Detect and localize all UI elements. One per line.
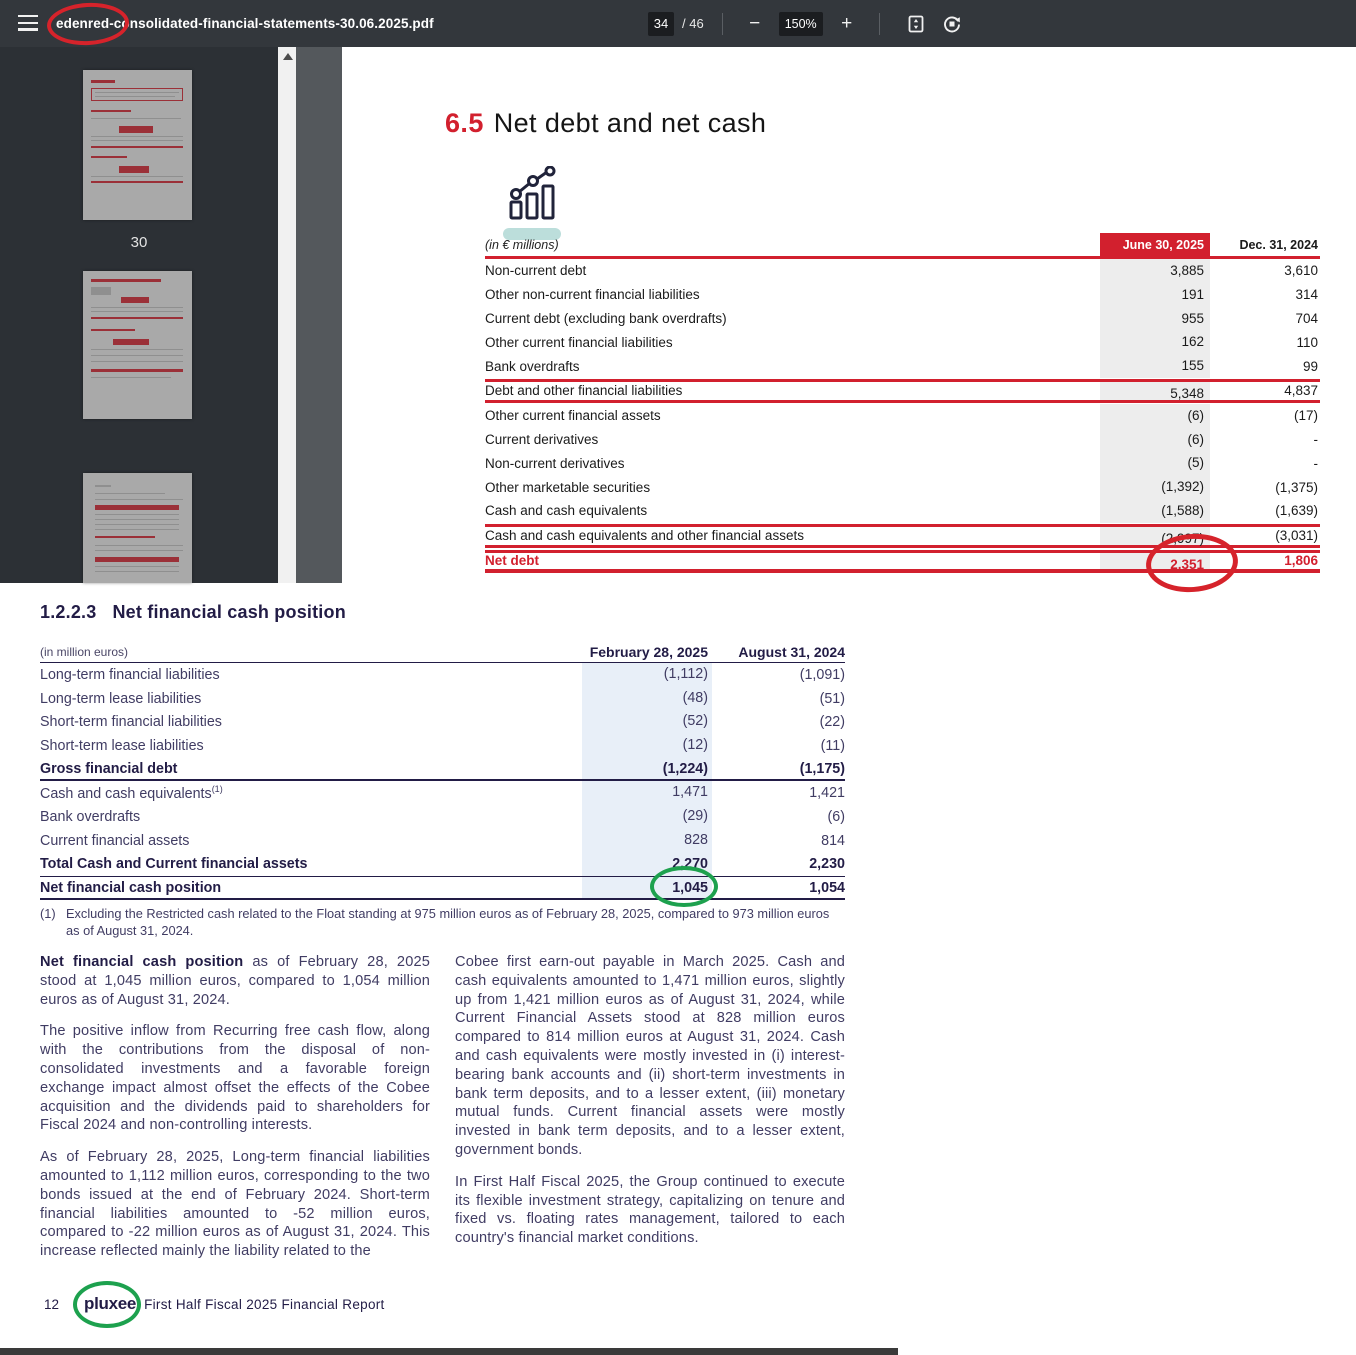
table-row: Bank overdrafts (29) (6) bbox=[40, 805, 845, 829]
table-row: Other non-current financial liabilities 191 314 bbox=[485, 283, 1320, 307]
table-row-subtotal: Debt and other financial liabilities 5,348 4,837 bbox=[485, 379, 1320, 403]
toolbar-divider bbox=[722, 13, 723, 35]
bottom-bar bbox=[0, 1348, 898, 1355]
table-header-row bbox=[485, 234, 1320, 259]
zoom-level[interactable]: 150% bbox=[779, 12, 823, 36]
section-title-net-debt: 6.5 Net debt and net cash bbox=[445, 108, 767, 138]
body-paragraph: The positive inflow from Recurring free cash flow, along with the contributions from the disposal of non-consolidated investments and a favorable foreign exchange impact almost offset the effects of the Cobee acquisition and the dividends paid to shareholders for Fiscal 2024 and non-controlling interests. bbox=[40, 1023, 430, 1134]
body-paragraph: Net financial cash position as of February 28, 2025 stood at 1,045 million euros, compared to 1,054 million euros as of August 31, 2024. bbox=[40, 954, 430, 1008]
page-thumbnail-32[interactable] bbox=[83, 473, 192, 583]
body-paragraph: As of February 28, 2025, Long-term financial liabilities amounted to 1,112 million euros, corresponding to the two bonds issued at the end of February 2024. Short-term financial liabilities amounted to -52 million euros, compared to -22 million euros as of August 31, 2024. This increase reflected mainly the liability related to the bbox=[40, 1149, 430, 1260]
unit-label: (in million euros) bbox=[40, 644, 129, 659]
column-header-feb-2025: February 28, 2025 bbox=[589, 643, 708, 660]
pluxee-logo: pluxee bbox=[84, 1294, 137, 1313]
table-row-net-financial-cash-position: Net financial cash position 1,045 1,054 bbox=[40, 876, 845, 900]
column-header-dec-2024: Dec. 31, 2024 bbox=[1239, 238, 1318, 252]
thumbnail-label-30: 30 bbox=[130, 234, 148, 251]
net-financial-cash-table bbox=[40, 641, 845, 900]
rotate-icon bbox=[942, 14, 962, 34]
table-row: Current debt (excluding bank overdrafts) 955 704 bbox=[485, 307, 1320, 331]
table-row: Non-current derivatives (5) - bbox=[485, 451, 1320, 475]
fit-page-icon bbox=[906, 14, 926, 34]
footer-page-number: 12 bbox=[44, 1296, 60, 1312]
toolbar-divider bbox=[879, 13, 880, 35]
table-row: Short-term financial liabilities (52) (22) bbox=[40, 710, 845, 734]
page-thumbnail-30[interactable] bbox=[83, 70, 192, 220]
zoom-in-button[interactable]: + bbox=[841, 12, 853, 34]
footnote-text: Excluding the Restricted cash related to the Float standing at 975 million euros as of February 28, 2025, compared to 973 million euros as of August 31, 2024. bbox=[66, 906, 830, 938]
table-row: Bank overdrafts 155 99 bbox=[485, 354, 1320, 378]
body-paragraph: Cobee first earn-out payable in March 2025. Cash and cash equivalents amounted to 1,471 million euros, slightly up from 1,421 million euros as of August 31, 2024, while Current Financial Assets stood at 828 million euros compared to 814 million euros at August 31, 2024. Cash and cash equivalents were mostly invested in (i) interest-bearing bank accounts and (ii) short-term investments in bank term deposits, and to a lesser extent, (iii) monetary mutual funds. Current financial assets were mostly invested in bank term deposits, and to a lesser extent, government bonds. bbox=[455, 954, 845, 1158]
table-row: Other current financial assets (6) (17) bbox=[485, 404, 1320, 428]
table-row: Cash and cash equivalents (1,588) (1,639) bbox=[485, 499, 1320, 523]
body-text-right-column bbox=[455, 953, 845, 1261]
page-count: / 46 bbox=[682, 16, 704, 31]
table-row: Short-term lease liabilities (12) (11) bbox=[40, 734, 845, 758]
viewer-background bbox=[296, 47, 342, 583]
table-row-net-debt: Net debt 2,351 1,806 bbox=[485, 550, 1320, 574]
menu-icon[interactable] bbox=[18, 15, 38, 31]
rotate-button[interactable] bbox=[938, 10, 966, 38]
unit-label: (in € millions) bbox=[485, 238, 559, 252]
table-row: Non-current debt 3,885 3,610 bbox=[485, 259, 1320, 283]
footnote-reference: (1) bbox=[211, 784, 223, 795]
footnote bbox=[40, 906, 846, 939]
footnote-marker: (1) bbox=[40, 906, 56, 921]
table-row: Other current financial liabilities 162 110 bbox=[485, 330, 1320, 354]
report-title: First Half Fiscal 2025 Financial Report bbox=[144, 1296, 385, 1312]
section-number: 6.5 bbox=[445, 108, 484, 138]
page-number-input[interactable]: 34 bbox=[648, 12, 674, 36]
table-row-subtotal: Cash and cash equivalents and other financial assets (2,997) (3,031) bbox=[485, 524, 1320, 548]
body-paragraph: In First Half Fiscal 2025, the Group continued to execute its flexible investment strategy, capitalizing on tenure and fixed vs. floating rates management, tailored to each country's financial market conditions. bbox=[455, 1173, 845, 1247]
thumbnails-scrollbar[interactable] bbox=[278, 47, 296, 583]
table-header-row bbox=[40, 641, 845, 663]
table-row: Current financial assets 828 814 bbox=[40, 829, 845, 853]
fit-page-button[interactable] bbox=[902, 10, 930, 38]
scroll-up-icon[interactable] bbox=[283, 53, 293, 60]
body-text-left-column bbox=[40, 953, 430, 1274]
toolbar-controls bbox=[648, 0, 970, 47]
table-row: Cash and cash equivalents$^{(1)}$ 1,471 1,421 bbox=[40, 781, 845, 805]
table-row-gross-financial-debt: Gross financial debt (1,224) (1,175) bbox=[40, 758, 845, 782]
thumbnails-panel bbox=[0, 47, 278, 583]
table-row: Current derivatives (6) - bbox=[485, 428, 1320, 452]
page-thumbnail-31[interactable] bbox=[83, 271, 192, 419]
table-row: Long-term financial liabilities (1,112) (1,091) bbox=[40, 663, 845, 687]
document-title: edenred-consolidated-financial-statements-30.06.2025.pdf bbox=[56, 16, 434, 31]
section-number: 1.2.2.3 bbox=[40, 602, 97, 622]
section-title-net-financial-cash: 1.2.2.3 Net financial cash position bbox=[40, 602, 346, 622]
net-debt-table bbox=[485, 234, 1320, 573]
column-header-aug-2024: August 31, 2024 bbox=[738, 643, 845, 660]
table-row: Long-term lease liabilities (48) (51) bbox=[40, 687, 845, 711]
column-header-june-2025: June 30, 2025 bbox=[1100, 233, 1210, 258]
zoom-out-button[interactable]: − bbox=[749, 12, 761, 34]
page-footer bbox=[44, 1294, 385, 1314]
table-row-total-cash: Total Cash and Current financial assets 2,270 2,230 bbox=[40, 853, 845, 877]
table-row: Other marketable securities (1,392) (1,375) bbox=[485, 475, 1320, 499]
pdf-toolbar bbox=[0, 0, 1356, 47]
